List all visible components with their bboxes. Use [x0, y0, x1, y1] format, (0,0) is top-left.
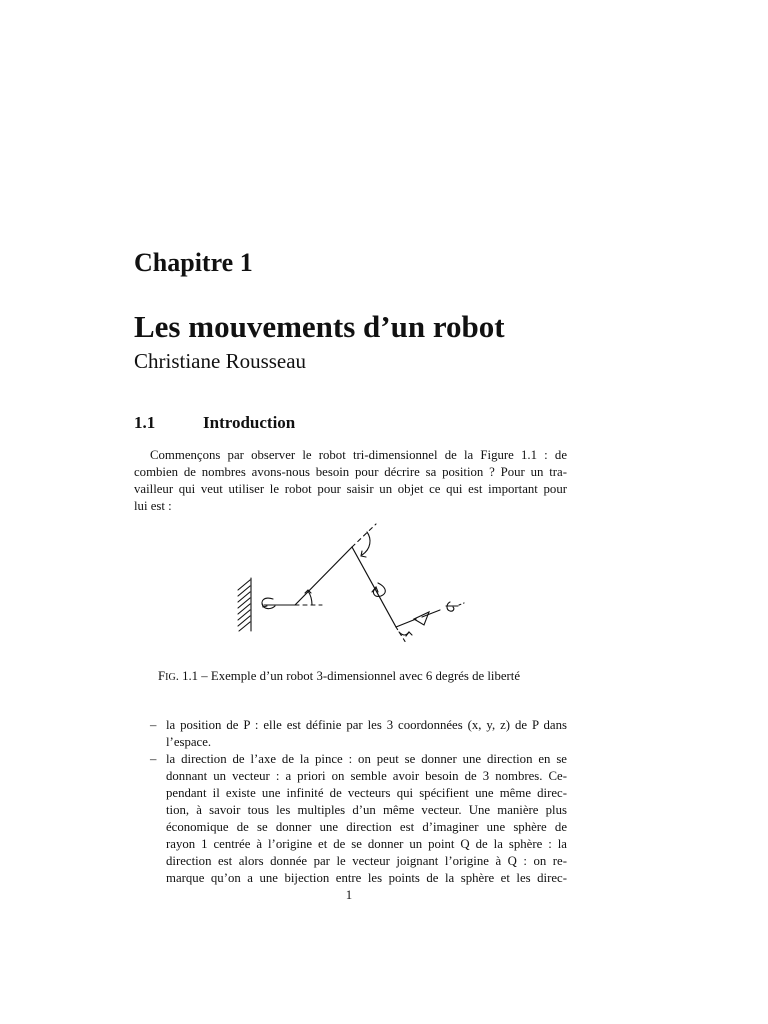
intro-line: lui est : — [134, 499, 172, 513]
intro-line: Commençons par observer le robot tri-dimensionnel de la Figure 1.1 : de — [150, 448, 567, 462]
list-item — [150, 717, 567, 751]
intro-line: combien de nombres avons-nous besoin pour décrire sa position ? Pour un tra- — [134, 465, 567, 479]
bullet-line: économique de se donner une direction est d’imaginer une sphère de — [166, 820, 567, 834]
bullet-line: donnant un vecteur : a priori on semble avoir besoin de 3 nombres. Ce- — [166, 769, 567, 783]
bullet-line: tion, à savoir tous les multiples d’un même vecteur. Une manière plus — [166, 803, 567, 817]
bullet-line: marque qu’on a une bijection entre les points de la sphère et les direc- — [166, 871, 567, 885]
section-number: 1.1 — [134, 413, 156, 432]
chapter-title: Les mouvements d’un robot — [134, 309, 505, 344]
bullet-line: la direction de l’axe de la pince : on peut se donner une direction en se — [166, 752, 567, 766]
wall-base-icon — [238, 578, 251, 631]
caption-prefix-cap: F — [158, 669, 166, 683]
robot-arm-diagram — [226, 516, 476, 654]
bullet-line: direction est alors donnée par le vecteur joignant l’origine à Q : on re- — [166, 854, 567, 868]
chapter-author: Christiane Rousseau — [134, 349, 307, 373]
gripper-rotation-arrow-icon — [446, 602, 464, 611]
intro-line: vailleur qui veut utiliser le robot pour saisir un objet ce qui est important pour — [134, 482, 567, 496]
gripper-icon — [414, 610, 440, 625]
wrist-link — [396, 619, 416, 627]
elbow-angle-arrow-icon — [361, 532, 370, 557]
shoulder-angle-arrow-icon — [305, 590, 312, 605]
robot-figure — [226, 516, 476, 654]
forearm — [352, 547, 396, 627]
upper-arm — [295, 547, 352, 605]
figure-caption — [158, 668, 520, 686]
intro-paragraph — [134, 447, 567, 515]
page-number: 1 — [345, 888, 353, 902]
bullet-line: rayon 1 centrée à l’origine et de se donner un point Q de la sphère : la — [166, 837, 567, 851]
bullet-line: l’espace. — [166, 735, 212, 749]
caption-text: – Exemple d’un robot 3-dimensionnel avec 6 degrés de liberté — [198, 669, 521, 683]
bullet-dash: – — [150, 752, 157, 766]
section-heading — [134, 410, 295, 436]
bullet-line: la position de P : elle est définie par les 3 coordonnées (x, y, z) de P dans — [166, 718, 567, 732]
base-rotation-arrow-icon — [262, 598, 275, 609]
bullet-list — [150, 717, 567, 887]
bullet-line: pendant il existe une infinité de vecteurs qui spécifient une même direc- — [166, 786, 567, 800]
section-title: Introduction — [203, 413, 296, 432]
list-item — [150, 751, 567, 887]
caption-prefix-small: IG — [165, 672, 176, 683]
elbow-dashed-line — [352, 524, 376, 547]
bullet-dash: – — [150, 718, 157, 732]
chapter-label: Chapitre 1 — [134, 248, 253, 277]
caption-number: . 1.1 — [175, 669, 199, 683]
